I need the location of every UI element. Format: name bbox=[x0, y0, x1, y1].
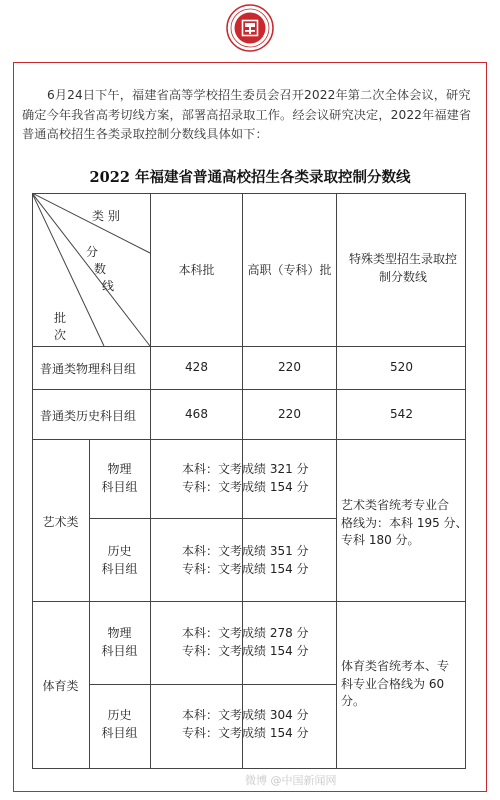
pe-physics-vocational-score: 专科：文考成绩 154 分 bbox=[182, 643, 309, 658]
pe-history-sub-line-2: 科目组 bbox=[101, 725, 138, 740]
art-history-vocational-score: 专科：文考成绩 154 分 bbox=[182, 561, 309, 576]
pe-note bbox=[341, 658, 449, 711]
header-undergrad: 本科批 bbox=[178, 263, 215, 277]
corner-score-char-2: 数 bbox=[94, 262, 107, 276]
pe-physics-sub-line-1: 物理 bbox=[107, 626, 132, 640]
row-physics-undergrad: 428 bbox=[185, 360, 208, 374]
pe-physics-undergrad-score: 本科：文考成绩 278 分 bbox=[182, 626, 309, 640]
watermark-text: 微博 @中国新闻网 bbox=[245, 774, 337, 787]
pe-note-line-3: 分。 bbox=[341, 694, 366, 708]
pe-history-sub-line-1: 历史 bbox=[107, 708, 132, 722]
pe-history-vocational-score: 专科：文考成绩 154 分 bbox=[182, 725, 309, 740]
art-note-line-2: 格线为：本科 195 分、 bbox=[341, 515, 468, 530]
pe-physics-scores bbox=[182, 625, 309, 660]
emblem-icon bbox=[226, 4, 274, 52]
art-history-scores bbox=[182, 543, 309, 578]
art-history-sub-line-2: 科目组 bbox=[101, 561, 138, 576]
corner-score-char-3: 线 bbox=[102, 279, 115, 293]
pe-physics-sub-line-2: 科目组 bbox=[101, 643, 138, 658]
row-history-undergrad: 468 bbox=[185, 407, 208, 421]
art-history-subject bbox=[89, 543, 150, 578]
corner-batch-char-2: 次 bbox=[54, 328, 67, 342]
row-physics-special: 520 bbox=[390, 360, 413, 374]
row-history-name: 普通类历史科目组 bbox=[40, 409, 137, 423]
art-physics-sub-line-1: 物理 bbox=[107, 462, 132, 476]
row-history-special: 542 bbox=[390, 407, 413, 421]
pe-note-line-2: 科专业合格线为 60 bbox=[341, 676, 445, 691]
pe-history-subject bbox=[89, 707, 150, 742]
art-note-line-3: 专科 180 分。 bbox=[341, 533, 420, 547]
art-category-name: 艺术类 bbox=[42, 515, 79, 529]
pe-category-name: 体育类 bbox=[42, 679, 79, 693]
pe-history-undergrad-score: 本科：文考成绩 304 分 bbox=[182, 708, 309, 722]
header-vocational: 高职（专科）批 bbox=[247, 263, 332, 277]
row-history-vocational: 220 bbox=[278, 407, 301, 421]
art-physics-subject bbox=[89, 461, 150, 496]
corner-batch-char-1: 批 bbox=[54, 311, 67, 325]
art-note bbox=[341, 497, 468, 550]
art-physics-undergrad-score: 本科：文考成绩 321 分 bbox=[182, 462, 309, 476]
corner-category-label: 类 别 bbox=[92, 209, 120, 223]
header-special: 特殊类型招生录取控制分数线 bbox=[348, 252, 457, 284]
art-physics-scores bbox=[182, 461, 309, 496]
score-table bbox=[32, 193, 466, 770]
art-physics-vocational-score: 专科：文考成绩 154 分 bbox=[182, 479, 309, 494]
row-physics-name: 普通类物理科目组 bbox=[40, 362, 137, 376]
pe-physics-subject bbox=[89, 625, 150, 660]
intro-paragraph: 6月24日下午，福建省高等学校招生委员会召开2022年第二次全体会议，研究确定今年我省高考切线方案，部署高招录取工作。经会议研究决定，2022年福建省普通高校招生各类录取控制分数线具体如下： bbox=[22, 88, 472, 142]
art-history-sub-line-1: 历史 bbox=[107, 544, 132, 558]
art-physics-sub-line-2: 科目组 bbox=[101, 479, 138, 494]
pe-note-line-1: 体育类省统考本、专 bbox=[341, 659, 450, 673]
art-note-line-1: 艺术类省统考专业合 bbox=[341, 498, 450, 512]
art-history-undergrad-score: 本科：文考成绩 351 分 bbox=[182, 544, 309, 558]
table-title: 2022 年福建省普通高校招生各类录取控制分数线 bbox=[89, 169, 411, 186]
corner-score-char-1: 分 bbox=[86, 245, 99, 259]
pe-history-scores bbox=[182, 707, 309, 742]
row-physics-vocational: 220 bbox=[278, 360, 301, 374]
